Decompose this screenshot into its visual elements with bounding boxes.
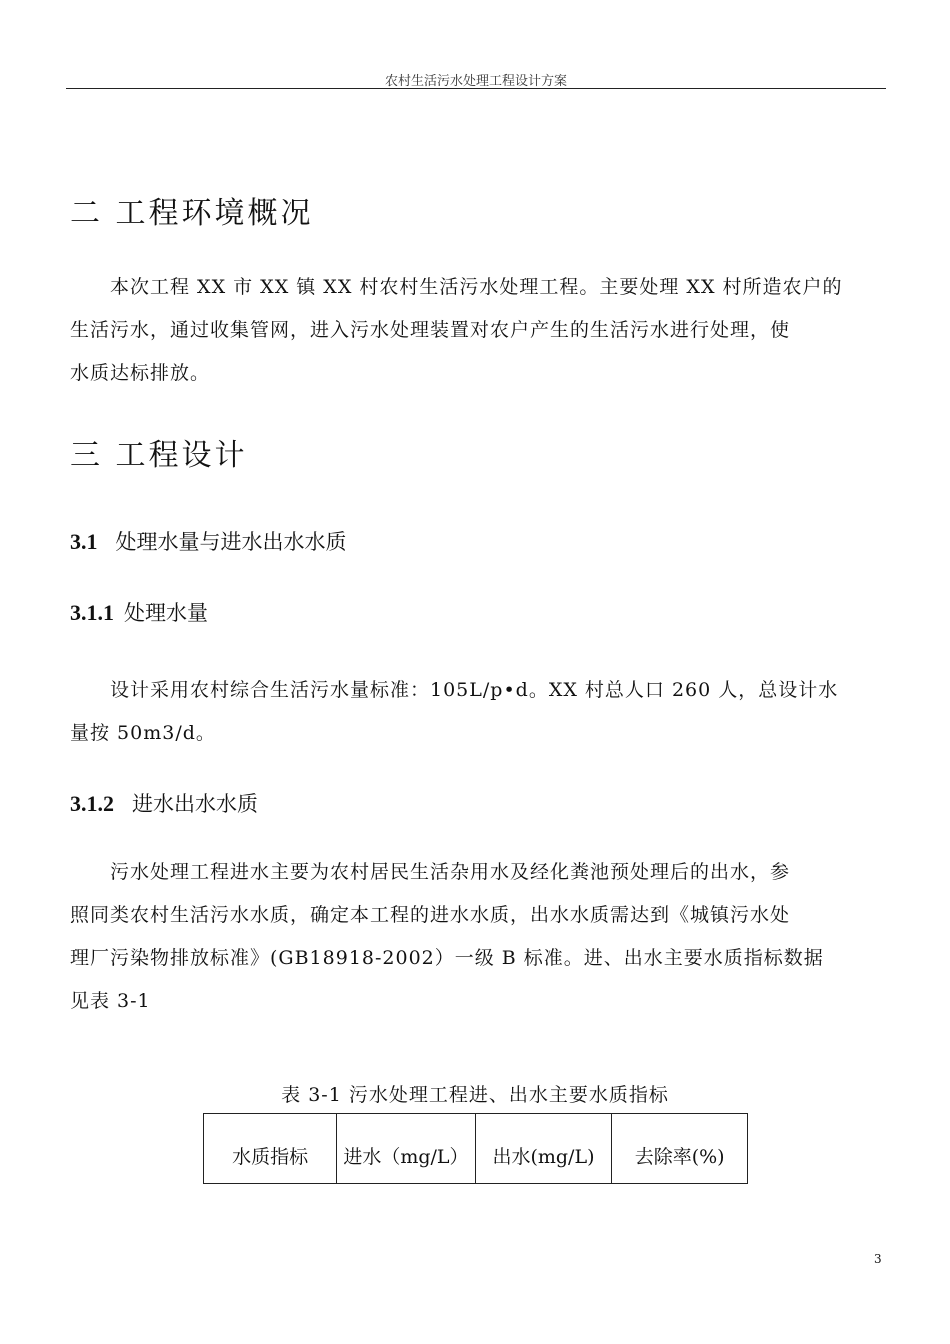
- paragraph-line: 设计采用农村综合生活污水量标准：105L/p•d。XX 村总人口 260 人，总设计水: [110, 679, 839, 701]
- section-number: 3.1: [70, 529, 98, 554]
- paragraph-line: 水质达标排放。: [70, 362, 211, 384]
- table-header-row: [204, 1114, 748, 1184]
- section-number: 3.1.1: [70, 600, 114, 625]
- paragraph-line: 本次工程 XX 市 XX 镇 XX 村农村生活污水处理工程。主要处理 XX 村所造农户的: [110, 276, 843, 298]
- section-title: 处理水量与进水出水水质: [115, 530, 347, 554]
- table-header-cell: 出水(mg/L): [475, 1114, 612, 1184]
- table-header-cell: 进水（mg/L）: [337, 1114, 475, 1184]
- section-title: 进水出水水质: [132, 792, 258, 816]
- section-3-heading: 三 工程设计: [70, 438, 248, 473]
- paragraph-line: 量按 50m3/d。: [70, 722, 216, 744]
- page-number: 3: [874, 1252, 882, 1266]
- section-3-1-heading: [70, 526, 347, 556]
- section-title: 处理水量: [124, 601, 208, 625]
- paragraph-line: 理厂污染物排放标准》(GB18918-2002）一级 B 标准。进、出水主要水质指标数据: [70, 947, 824, 969]
- section-3-1-2-heading: [70, 788, 258, 818]
- section-number: 3.1.2: [70, 791, 114, 816]
- table-header-cell: 水质指标: [204, 1114, 337, 1184]
- paragraph-line: 污水处理工程进水主要为农村居民生活杂用水及经化粪池预处理后的出水，参: [110, 861, 791, 883]
- section-3-1-2-paragraph: [70, 851, 882, 1023]
- section-3-1-1-heading: [70, 597, 208, 627]
- paragraph-line: 照同类农村生活污水水质，确定本工程的进水水质，出水水质需达到《城镇污水处: [70, 904, 791, 926]
- paragraph-line: 生活污水，通过收集管网，进入污水处理装置对农户产生的生活污水进行处理，使: [70, 319, 791, 341]
- running-header: 农村生活污水处理工程设计方案: [384, 74, 567, 89]
- water-quality-table: [203, 1113, 748, 1184]
- section-2-paragraph: [70, 266, 882, 395]
- section-2-heading: 二 工程环境概况: [70, 196, 314, 231]
- table-header-cell: 去除率(%): [612, 1114, 748, 1184]
- table-caption: 表 3-1 污水处理工程进、出水主要水质指标: [281, 1084, 669, 1106]
- header-rule: [66, 88, 886, 89]
- paragraph-line: 见表 3-1: [70, 990, 151, 1012]
- section-3-1-1-paragraph: [70, 669, 882, 755]
